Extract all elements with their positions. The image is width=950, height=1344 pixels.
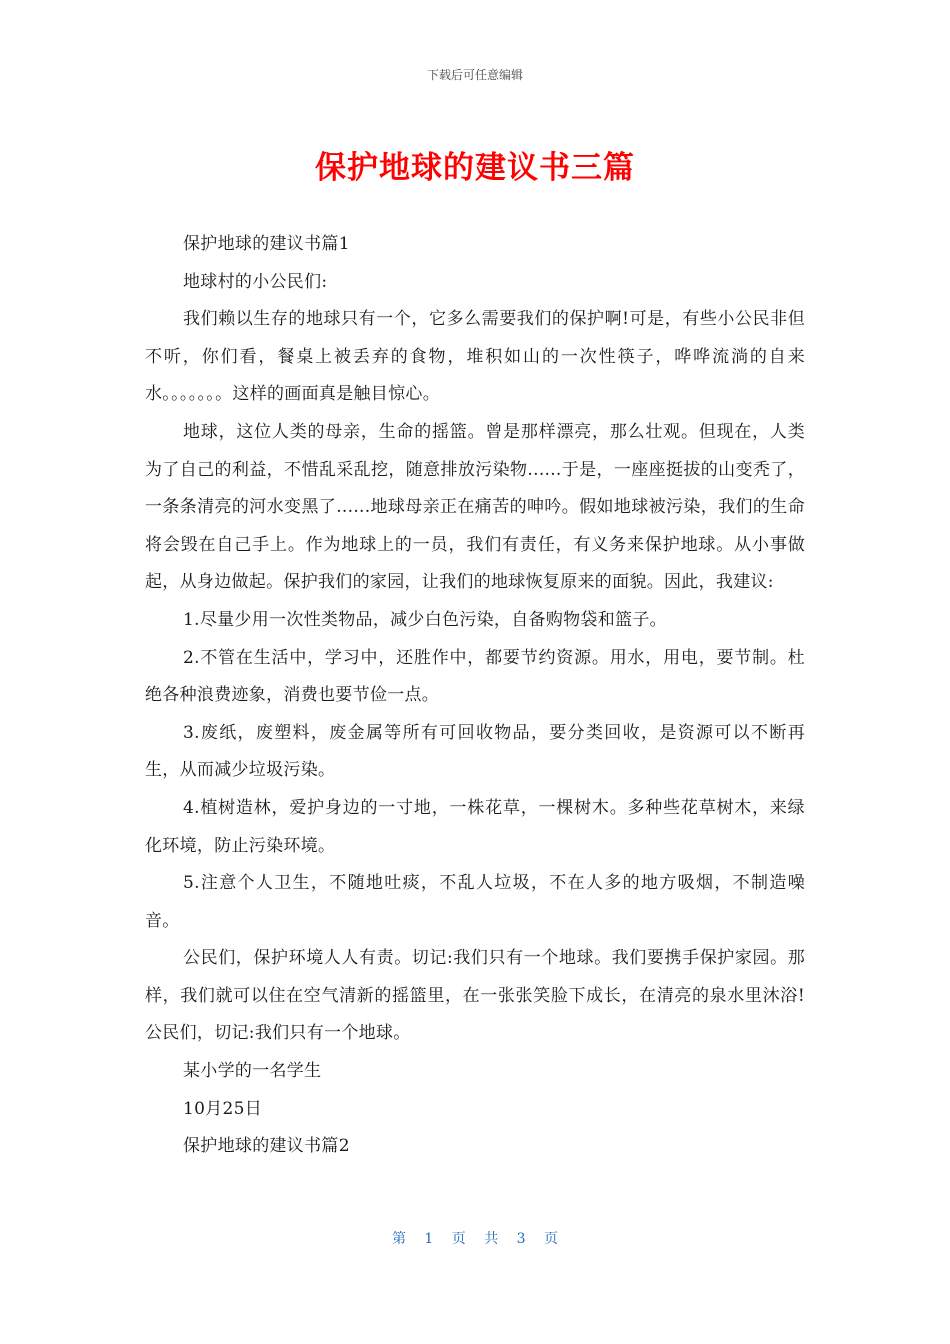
page-number-footer: 第 1 页 共 3 页 [391,1231,559,1247]
suggestion-item-4: 4.植树造林，爱护身边的一寸地，一株花草，一棵树木。多种些花草树木，来绿化环境，防止污染环境。 [145,797,805,856]
suggestion-item-3: 3.废纸，废塑料，废金属等所有可回收物品，要分类回收，是资源可以不断再生，从而减少垃圾污染。 [145,722,805,781]
section-heading-1: 保护地球的建议书篇1 [183,234,350,254]
signature: 某小学的一名学生 [183,1061,322,1082]
suggestion-item-1: 1.尽量少用一次性类物品，减少白色污染，自备购物袋和篮子。 [183,609,667,630]
document-body [145,226,805,1166]
body-paragraph: 我们赖以生存的地球只有一个，它多么需要我们的保护啊!可是，有些小公民非但不听，你们看，餐桌上被丢弃的食物，堆积如山的一次性筷子，哗哗流淌的自来水。。。。。。。这样的画面真是触目惊心。 [145,309,805,405]
section-heading-2: 保护地球的建议书篇2 [183,1136,350,1157]
body-paragraph: 地球，这位人类的母亲，生命的摇篮。曾是那样漂亮，那么壮观。但现在，人类为了自己的利益，不惜乱采乱挖，随意排放污染物......于是，一座座挺拔的山变秃了，一条条清亮的河水变黑了......地球母亲正在痛苦的呻吟。假如地球被污染，我们的生命将会毁在自己手上。作为地球上的一员，我们有责任，有义务来保护地球。从小事做起，从身边做起。保护我们的家园，让我们的地球恢复原来的面貌。因此，我建议: [145,421,805,593]
suggestion-item-5: 5.注意个人卫生，不随地吐痰，不乱人垃圾，不在人多的地方吸烟，不制造噪音。 [145,873,805,931]
date: 10月25日 [183,1098,263,1119]
document-title: 保护地球的建议书三篇 [315,150,635,186]
page-header-note: 下载后可任意编辑 [426,68,523,82]
closing-paragraph: 公民们，保护环境人人有责。切记:我们只有一个地球。我们要携手保护家园。那样，我们就可以住在空气清新的摇篮里，在一张张笑脸下成长，在清亮的泉水里沐浴!公民们，切记:我们只有一个地球。 [145,948,805,1044]
salutation: 地球村的小公民们: [183,271,328,292]
suggestion-item-2: 2.不管在生活中，学习中，还胜作中，都要节约资源。用水，用电，要节制。杜绝各种浪费迹象，消费也要节俭一点。 [145,647,805,706]
